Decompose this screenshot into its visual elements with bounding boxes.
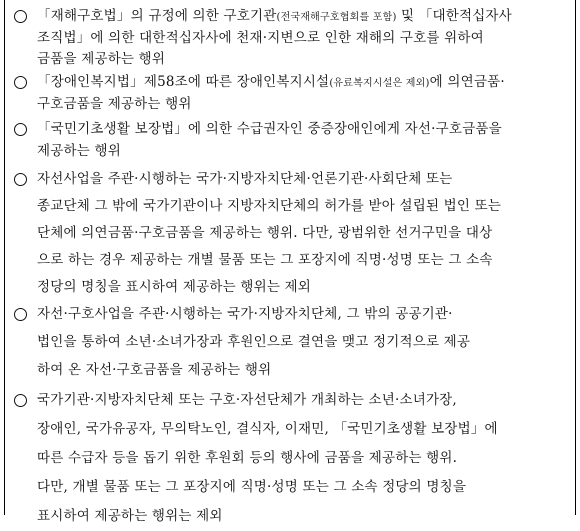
provision-line <box>37 274 569 301</box>
line-text: 따른 수급자 등을 돕기 위한 후원회 등의 행사에 금품을 제공하는 행위. <box>37 450 458 466</box>
provision-line <box>37 415 569 444</box>
provision-item <box>5 6 577 70</box>
provision-line <box>37 6 569 28</box>
parenthetical-note: (유료복지시설은 제외) <box>329 78 430 89</box>
line-text: 「장애인복지법」제58조에 따른 장애인복지시설 <box>37 74 330 90</box>
provision-line <box>37 140 569 162</box>
line-text: 다만, 개별 물품 또는 그 포장지에 직명·성명 또는 그 소속 정당의 명칭을 <box>37 479 467 495</box>
line-text: 표시하여 제공하는 행위는 제외 <box>37 508 223 524</box>
circle-bullet-icon <box>14 123 27 136</box>
provision-line <box>37 28 569 49</box>
line-text: 자선·구호사업을 주관·시행하는 국가·지방자치단체, 그 밖의 공공기관· <box>37 306 453 322</box>
provision-line <box>37 118 569 140</box>
provision-line <box>37 193 569 220</box>
line-text: 법인을 통하여 소년·소녀가장과 후원인으로 결연을 맺고 정기적으로 제공 <box>37 334 471 350</box>
provision-line <box>37 444 569 473</box>
circle-bullet-icon <box>14 76 27 89</box>
provision-item <box>5 118 577 162</box>
circle-bullet-icon <box>14 173 27 186</box>
provision-line <box>37 166 569 193</box>
provision-line <box>37 473 569 502</box>
provision-line <box>37 328 569 356</box>
provision-line <box>37 220 569 247</box>
provision-line <box>37 502 569 531</box>
line-text: 국가기관·지방자치단체 또는 구호·자선단체가 개최하는 소년·소녀가장, <box>37 392 457 408</box>
line-text: 단체에 의연금품·구호금품을 제공하는 행위. 다만, 광범위한 선거구민을 대상 <box>37 225 493 241</box>
line-text: 제공하는 행위 <box>37 143 121 159</box>
line-text: 자선사업을 주관·시행하는 국가·지방자치단체·언론기관·사회단체 또는 <box>37 171 453 187</box>
provision-item <box>5 300 577 384</box>
provision-line <box>37 94 569 115</box>
line-text: 하여 온 자선·구호금품을 제공하는 행위 <box>37 362 272 378</box>
line-text: 에 의연금품· <box>429 74 505 90</box>
provision-line <box>37 247 569 274</box>
line-text: 장애인, 국가유공자, 무의탁노인, 결식자, 이재민, 「국민기초생활 보장법」에 <box>37 421 498 437</box>
provision-line <box>37 356 569 384</box>
parenthetical-note: (전국재해구호협회를 포함) <box>276 12 397 23</box>
provision-item <box>5 166 577 301</box>
line-text: 「재해구호법」의 규정에 의한 구호기관 <box>37 8 277 24</box>
line-text: 「국민기초생활 보장법」에 의한 수급권자인 중증장애인에게 자선·구호금품을 <box>37 121 502 137</box>
line-text: 으로 하는 경우 제공하는 개별 물품 또는 그 포장지에 직명·성명 또는 그 소속 <box>37 252 493 268</box>
line-text: 정당의 명칭을 표시하여 제공하는 행위는 제외 <box>37 279 312 295</box>
circle-bullet-icon <box>14 10 27 23</box>
line-text: 조직법」에 의한 대한적십자사에 천재·지변으로 인한 재해의 구호를 위하여 <box>37 30 484 46</box>
circle-bullet-icon <box>14 308 27 321</box>
line-text: 및 「대한적십자사 <box>396 8 512 24</box>
provision-line <box>37 386 569 415</box>
provision-line <box>37 300 569 328</box>
line-text: 종교단체 그 밖에 국가기관이나 지방자치단체의 허가를 받아 설립된 법인 또는 <box>37 198 502 214</box>
provision-item <box>5 386 577 531</box>
provision-item <box>5 72 577 115</box>
document-frame <box>4 0 576 524</box>
line-text: 구호금품을 제공하는 행위 <box>37 96 192 112</box>
line-text: 금품을 제공하는 행위 <box>37 51 166 67</box>
circle-bullet-icon <box>14 394 27 407</box>
provision-line <box>37 72 569 94</box>
provision-line <box>37 49 569 70</box>
